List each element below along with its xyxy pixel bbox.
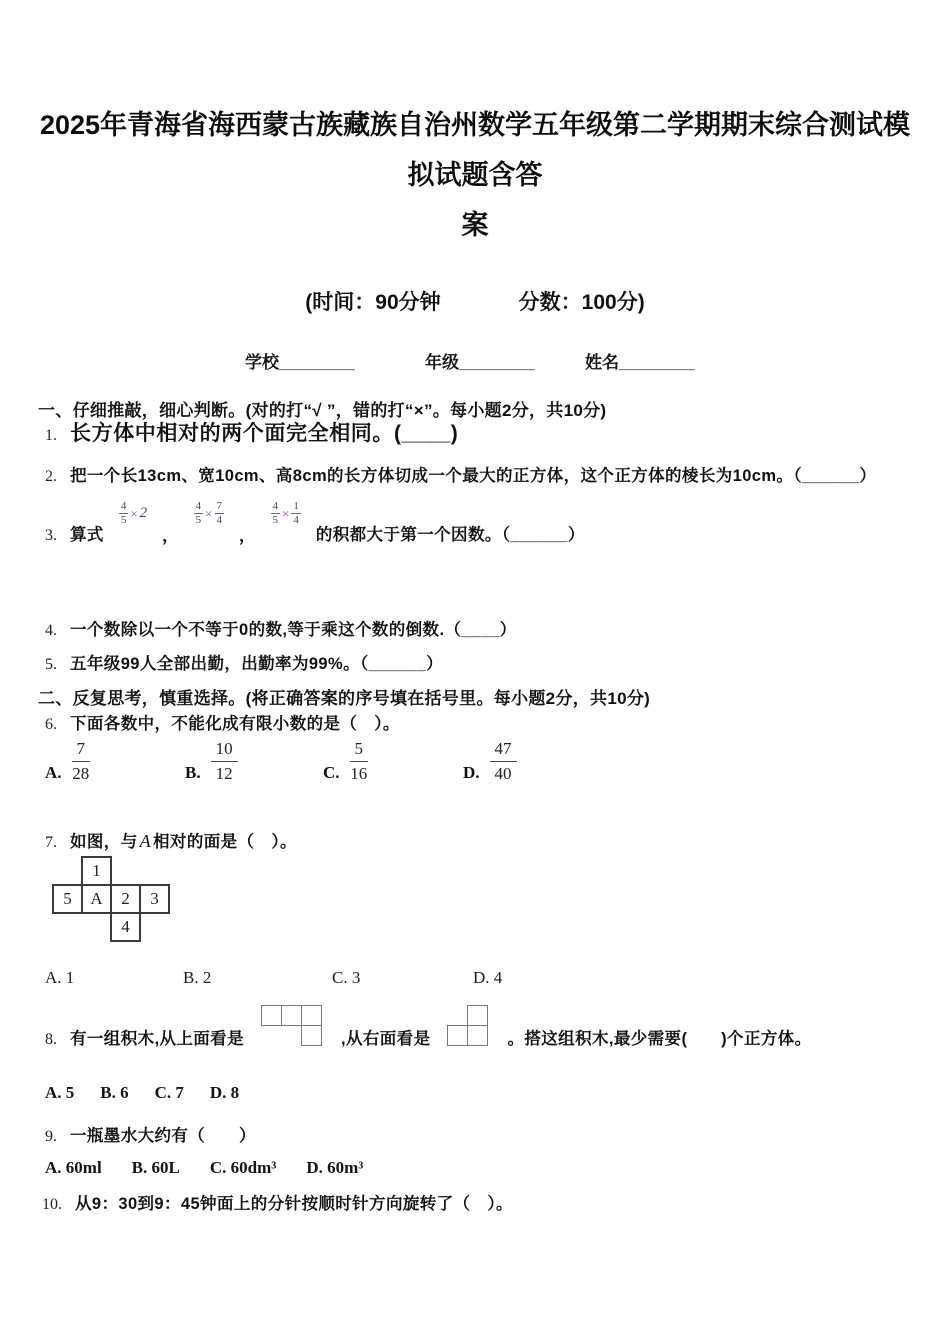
net-cell-1: 1 (81, 856, 112, 886)
question-7-text-before: 如图，与 (70, 833, 138, 851)
right-view-shape (447, 1005, 490, 1048)
fraction-denominator: 16 (350, 764, 368, 783)
time-label: (时间：90分钟 (305, 291, 441, 314)
time-score-row (0, 286, 950, 316)
net-cell-a: A (81, 884, 112, 914)
fraction-denominator: 5 (195, 514, 202, 526)
q9-option-a: A. 60ml (45, 1158, 102, 1177)
multiply-sign: × (205, 505, 213, 521)
question-10-number: 10. (42, 1196, 62, 1213)
question-7 (45, 828, 297, 852)
question-7-text-after: 相对的面是（ ）。 (153, 833, 297, 851)
fraction-4-5 (119, 501, 129, 526)
question-3-number: 3. (45, 527, 57, 544)
score-label: 分数：100分) (518, 291, 645, 314)
question-3-suffix: 的积都大于第一个因数。（______） (315, 526, 585, 544)
fraction-denominator: 28 (72, 764, 90, 783)
fraction-denominator: 4 (293, 514, 299, 526)
question-2-number: 2. (45, 468, 57, 485)
option-d-fraction (463, 738, 517, 785)
fraction-denominator: 4 (216, 514, 222, 526)
fraction-numerator: 4 (195, 500, 202, 512)
question-3-expression-2 (194, 501, 224, 526)
question-5-text: 五年级99人全部出勤，出勤率为99%。（______） (70, 655, 443, 673)
fraction-4-5 (194, 501, 204, 526)
multiply-sign: × (130, 505, 138, 521)
fraction-numerator: 4 (120, 500, 127, 512)
page-title (35, 100, 915, 250)
whole-number: 2 (139, 505, 148, 521)
question-1-number: 1. (45, 427, 57, 444)
multiply-sign: × (282, 505, 290, 521)
question-8-text-after: 。搭这组积木,最少需要( )个正方体。 (507, 1030, 812, 1048)
q9-option-d: D. 60m³ (306, 1158, 364, 1177)
q9-option-b: B. 60L (131, 1158, 180, 1177)
fraction-denominator: 40 (494, 764, 512, 783)
fraction-4-5 (271, 501, 281, 526)
name-blank: 姓名________ (585, 353, 695, 372)
q7-option-c: C. 3 (332, 968, 361, 987)
fraction-10-12 (211, 738, 238, 785)
fraction-7-4 (215, 501, 225, 526)
question-2 (45, 462, 876, 486)
page-title-line2: 案 (461, 210, 489, 240)
q9-option-c: C. 60dm³ (209, 1158, 277, 1177)
fraction-denominator: 5 (272, 514, 278, 526)
school-blank: 学校________ (245, 353, 355, 372)
fraction-numerator: 5 (350, 738, 369, 762)
option-label: B. (185, 763, 201, 782)
question-2-text: 把一个长13cm、宽10cm、高8cm的长方体切成一个最大的正方体，这个正方体的棱长为10cm。（______） (70, 467, 877, 485)
block-cell (261, 1005, 282, 1026)
question-5-number: 5. (45, 656, 57, 673)
q8-option-c: C. 7 (154, 1083, 184, 1102)
section1-heading: 一、仔细推敲，细心判断。(对的打“√ ”，错的打“×”。每小题2分，共10分) (38, 401, 607, 420)
question-7-text (70, 828, 297, 852)
face-a-variable: A (139, 831, 152, 851)
fraction-numerator: 7 (72, 738, 91, 762)
fraction-denominator: 5 (120, 514, 127, 526)
question-3-expression-1 (119, 501, 147, 526)
question-6-text: 下面各数中，不能化成有限小数的是（ ）。 (70, 715, 400, 733)
fraction-1-4 (291, 501, 301, 526)
fraction-numerator: 47 (490, 738, 517, 762)
block-cell (281, 1005, 302, 1026)
question-8-text-before: 有一组积木,从上面看是 (70, 1030, 244, 1048)
fraction-5-16 (350, 738, 369, 785)
question-3-expression-3 (271, 501, 301, 526)
q9-options-row (45, 1158, 363, 1178)
question-9-text: 一瓶墨水大约有（ ） (70, 1127, 256, 1145)
question-3 (45, 496, 585, 546)
question-9-number: 9. (45, 1128, 57, 1145)
question-9 (45, 1122, 256, 1146)
fraction-numerator: 4 (272, 500, 278, 512)
q8-option-a: A. 5 (45, 1083, 75, 1102)
question-4 (45, 616, 517, 640)
page-title-line1: 2025年青海省海西蒙古族藏族自治州数学五年级第二学期期末综合测试模拟试题含答 (39, 110, 911, 190)
fraction-numerator: 10 (211, 738, 238, 762)
fraction-7-28 (72, 738, 91, 785)
question-5 (45, 650, 443, 674)
fraction-numerator: 1 (293, 500, 299, 512)
question-7-number: 7. (45, 834, 57, 851)
question-10-text: 从9：30到9：45钟面上的分针按顺时针方向旋转了（ ）。 (75, 1195, 513, 1213)
fraction-47-40 (490, 738, 517, 785)
option-label: A. (45, 763, 62, 782)
net-cell-2: 2 (110, 884, 141, 914)
net-cell-5: 5 (52, 884, 83, 914)
q8-option-d: D. 8 (209, 1083, 240, 1102)
block-cell (301, 1025, 322, 1046)
cube-net-diagram (52, 856, 174, 946)
q7-option-b: B. 2 (183, 968, 212, 987)
grade-blank: 年级________ (425, 353, 535, 372)
fraction-denominator: 12 (215, 764, 233, 783)
q7-option-d: D. 4 (473, 968, 503, 987)
option-a-fraction (45, 738, 90, 785)
net-cell-3: 3 (139, 884, 170, 914)
q8-option-b: B. 6 (100, 1083, 129, 1102)
net-cell-4: 4 (110, 912, 141, 942)
option-label: D. (463, 763, 480, 782)
block-cell (467, 1025, 488, 1046)
q7-option-a: A. 1 (45, 968, 75, 987)
block-cell (301, 1005, 322, 1026)
option-b-fraction (185, 738, 238, 785)
section2-heading: 二、反复思考，慎重选择。(将正确答案的序号填在括号里。每小题2分，共10分) (38, 689, 651, 708)
question-1-text: 长方体中相对的两个面完全相同。(____) (70, 422, 459, 445)
fraction-numerator: 7 (216, 500, 222, 512)
question-8-number: 8. (45, 1031, 57, 1048)
block-cell (467, 1005, 488, 1026)
question-4-text: 一个数除以一个不等于0的数,等于乘这个数的倒数.（____） (70, 621, 517, 639)
comma-separator: ， (162, 527, 179, 545)
block-cell (447, 1025, 468, 1046)
question-4-number: 4. (45, 622, 57, 639)
question-6 (45, 710, 400, 734)
comma-separator: ， (239, 527, 256, 545)
question-8-text-middle: ,从右面看是 (340, 1030, 431, 1048)
q8-options-row (45, 1083, 239, 1103)
top-view-shape (261, 1005, 324, 1048)
question-3-prefix: 算式 (70, 526, 104, 544)
question-8 (45, 998, 812, 1050)
option-c-fraction (323, 738, 368, 785)
question-1 (45, 417, 458, 447)
option-label: C. (323, 763, 340, 782)
question-10 (42, 1190, 513, 1214)
question-6-number: 6. (45, 716, 57, 733)
